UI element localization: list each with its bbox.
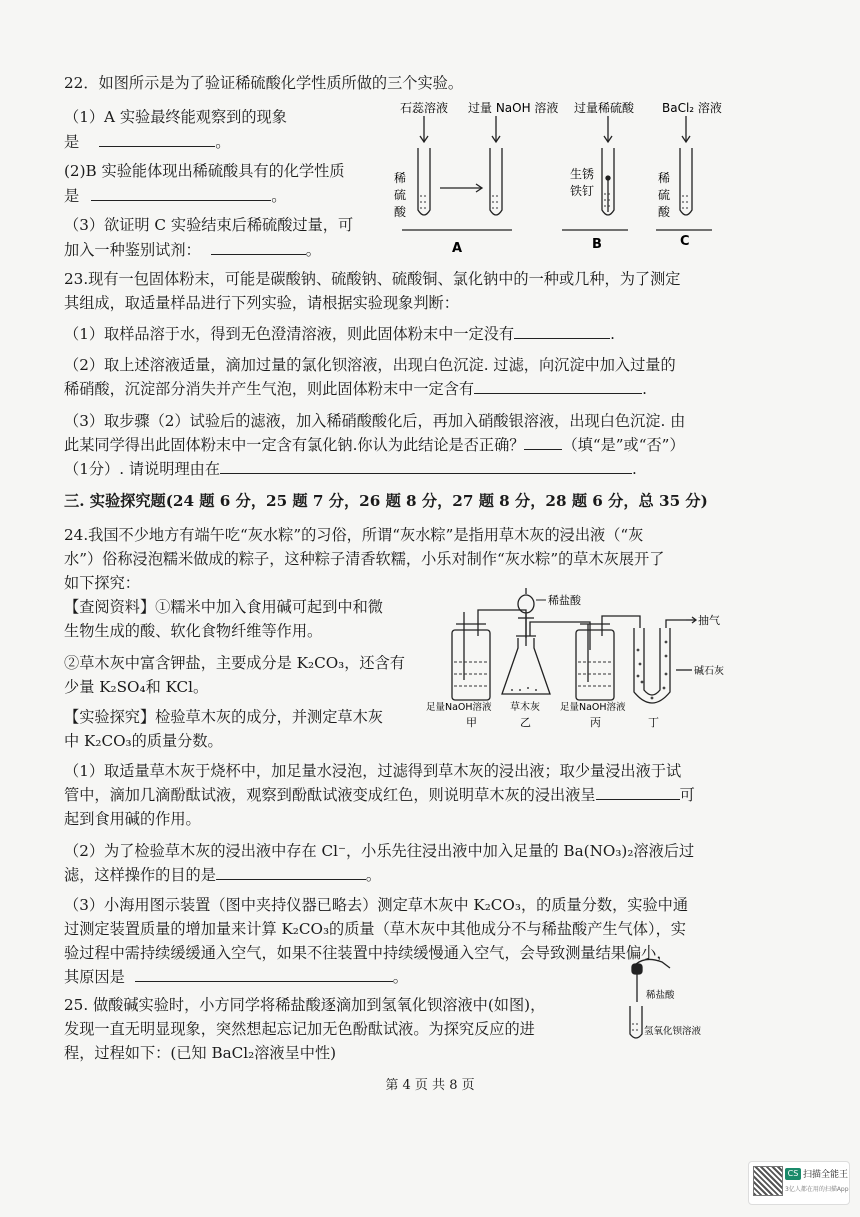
label-h2so4: 过量稀硫酸 bbox=[574, 101, 635, 115]
q23-part3-yesno-blank[interactable] bbox=[524, 435, 562, 450]
q24-part3-answer-blank[interactable] bbox=[135, 967, 393, 982]
label-naoh-jia: 足量NaOH溶液 bbox=[426, 702, 492, 713]
q22-part2-line1: (2)B 实验能体现出稀硫酸具有的化学性质 bbox=[64, 162, 345, 180]
q22-part2-line2: 是 。 bbox=[64, 187, 287, 205]
q24-exp-line1: 【实验探究】检验草木灰的成分，并测定草木灰 bbox=[64, 708, 383, 726]
q25-line1: 25. 做酸碱实验时，小方同学将稀盐酸逐滴加到氢氧化钡溶液中(如图)， bbox=[64, 996, 546, 1014]
q24-line2: 水”）俗称浸泡糯米做成的粽子，这种粽子清香软糯，小乐对制作“灰水粽”的草木灰展开了 bbox=[64, 550, 665, 568]
q23-part3-line1: （3）取步骤（2）试验后的滤液，加入稀硝酸酸化后，再加入硝酸银溶液，出现白色沉淀. 由 bbox=[64, 412, 686, 430]
label-A: A bbox=[452, 241, 463, 256]
q24-info2-line2: 少量 K₂SO₄和 KCl。 bbox=[64, 678, 209, 696]
q25-line2: 发现一直无明显现象，突然想起忘记加无色酚酞试液。为探究反应的进 bbox=[64, 1020, 535, 1038]
label-bing: 丙 bbox=[590, 716, 601, 729]
q22-part3-line1: （3）欲证明 C 实验结束后稀硫酸过量，可 bbox=[64, 216, 354, 234]
svg-text:酸: 酸 bbox=[394, 205, 407, 219]
q24-apparatus-figure bbox=[426, 590, 724, 730]
label-B: B bbox=[592, 237, 602, 252]
q24-part1-line3: 起到食用碱的作用。 bbox=[64, 810, 201, 828]
label-jia: 甲 bbox=[466, 716, 477, 729]
q23-part3-line3: （1分）. 请说明理由在 . bbox=[64, 460, 637, 478]
q22-part2-answer-blank[interactable] bbox=[91, 186, 271, 201]
q22-part1-line1: （1）A 实验最终能观察到的现象 bbox=[64, 108, 287, 126]
svg-text:硫: 硫 bbox=[658, 188, 671, 202]
label-naoh: 过量 NaOH 溶液 bbox=[468, 101, 559, 115]
label-sodalime: 碱石灰 bbox=[694, 666, 724, 677]
q22-part3-answer-blank[interactable] bbox=[211, 240, 306, 255]
scanner-title: 扫描全能王 bbox=[803, 1170, 849, 1180]
q24-part2-line2: 滤，这样操作的目的是 。 bbox=[64, 866, 382, 884]
q24-part1-line1: （1）取适量草木灰于烧杯中，加足量水浸泡，过滤得到草木灰的浸出液；取少量浸出液于试 bbox=[64, 762, 682, 780]
q24-part3-line4: 其原因是 。 bbox=[64, 968, 408, 986]
q23-part1-answer-blank[interactable] bbox=[514, 324, 610, 339]
q25-titration-figure bbox=[622, 958, 722, 1044]
q22-part1-line2: 是 。 bbox=[64, 133, 231, 151]
label-dilute-acid-c: 稀 bbox=[658, 171, 671, 185]
scanner-subtitle: 3亿人都在用的扫描App bbox=[785, 1186, 849, 1193]
label-naoh-bing: 足量NaOH溶液 bbox=[560, 702, 626, 713]
q24-line3: 如下探究： bbox=[64, 574, 140, 592]
svg-text:酸: 酸 bbox=[658, 205, 671, 219]
q23-part3-line2: 此某同学得出此固体粉末中一定含有氯化钠.你认为此结论是否正确？ （填“是”或“否”） bbox=[64, 436, 685, 454]
q23-part3-reason-blank[interactable] bbox=[220, 459, 632, 474]
label-ding: 丁 bbox=[648, 716, 659, 729]
qr-code-icon bbox=[753, 1166, 783, 1196]
q24-info1-line2: 生物生成的酸、软化食物纤维等作用。 bbox=[64, 622, 323, 640]
label-dilute-acid-a: 稀 bbox=[394, 171, 407, 185]
q23-part2-answer-blank[interactable] bbox=[474, 379, 642, 394]
q24-exp-line2: 中 K₂CO₃的质量分数。 bbox=[64, 732, 223, 750]
q24-info2-line1: ②草木灰中富含钾盐，主要成分是 K₂CO₃，还含有 bbox=[64, 654, 405, 672]
scanner-watermark bbox=[748, 1161, 850, 1205]
q22-experiment-figure bbox=[392, 98, 728, 262]
q24-part2-line1: （2）为了检验草木灰的浸出液中存在 Cl⁻，小乐先往浸出液中加入足量的 Ba(NO₃)₂溶液后过 bbox=[64, 842, 695, 860]
page-footer: 第 4 页 共 8 页 bbox=[385, 1078, 475, 1093]
section3-heading: 三. 实验探究题(24 题 6 分，25 题 7 分，26 题 8 分，27 题 8 分，28 题 6 分，总 35 分) bbox=[64, 492, 708, 510]
q24-part1-answer-blank[interactable] bbox=[596, 785, 680, 800]
q23-part2-line2: 稀硝酸，沉淀部分消失并产生气泡，则此固体粉末中一定含有 . bbox=[64, 380, 647, 398]
q22-part1-answer-blank[interactable] bbox=[99, 132, 215, 147]
q24-info1-line1: 【查阅资料】①糯米中加入食用碱可起到中和微 bbox=[64, 598, 383, 616]
q23-part1: （1）取样品溶于水，得到无色澄清溶液，则此固体粉末中一定没有 . bbox=[64, 325, 615, 343]
q22-stem: 22．如图所示是为了验证稀硫酸化学性质所做的三个实验。 bbox=[64, 74, 464, 92]
q24-part3-line1: （3）小海用图示装置（图中夹持仪器已略去）测定草木灰中 K₂CO₃，的质量分数，实验中通 bbox=[64, 896, 689, 914]
q24-part3-line2: 过测定装置质量的增加量来计算 K₂CO₃的质量（草木灰中其他成分不与稀盐酸产生气体），实 bbox=[64, 920, 686, 938]
q24-line1: 24.我国不少地方有端午吃“灰水粽”的习俗，所谓“灰水粽”是指用草木灰的浸出液（“灰 bbox=[64, 526, 644, 544]
q24-part2-answer-blank[interactable] bbox=[216, 865, 366, 880]
label-pump: 抽气 bbox=[698, 614, 720, 627]
q22-part3-line2: 加入一种鉴别试剂： 。 bbox=[64, 241, 321, 259]
q23-part2-line1: （2）取上述溶液适量，滴加过量的氯化钡溶液，出现白色沉淀. 过滤，向沉淀中加入过量的 bbox=[64, 356, 676, 374]
q25-line3: 程，过程如下：(已知 BaCl₂溶液呈中性) bbox=[64, 1044, 337, 1062]
label-hcl: 稀盐酸 bbox=[548, 594, 581, 607]
label-yi: 乙 bbox=[520, 716, 531, 729]
q23-line2: 其组成，取适量样品进行下列实验，请根据实验现象判断： bbox=[64, 294, 459, 312]
label-rusty-nail: 生锈 bbox=[570, 167, 595, 181]
q24-part1-line2: 管中，滴加几滴酚酞试液，观察到酚酞试液变成红色，则说明草木灰的浸出液呈 可 bbox=[64, 786, 695, 804]
label-hcl-q25: 稀盐酸 bbox=[646, 990, 675, 1001]
q23-line1: 23.现有一包固体粉末，可能是碳酸钠、硫酸钠、硫酸铜、氯化钠中的一种或几种，为了测定 bbox=[64, 270, 681, 288]
label-ash: 草木灰 bbox=[510, 702, 540, 713]
label-bacl2: BaCl₂ 溶液 bbox=[662, 101, 722, 115]
label-C: C bbox=[680, 234, 690, 249]
label-litmus: 石蕊溶液 bbox=[400, 101, 449, 115]
svg-text:硫: 硫 bbox=[394, 188, 407, 202]
label-baoh2: 氢氧化钡溶液 bbox=[644, 1026, 702, 1037]
scanner-logo: CS bbox=[785, 1168, 801, 1180]
q24-part3-line3: 验过程中需持续缓缓通入空气，如果不往装置中持续缓慢通入空气，会导致测量结果偏小， bbox=[64, 944, 672, 962]
svg-text:铁钉: 铁钉 bbox=[570, 184, 595, 198]
